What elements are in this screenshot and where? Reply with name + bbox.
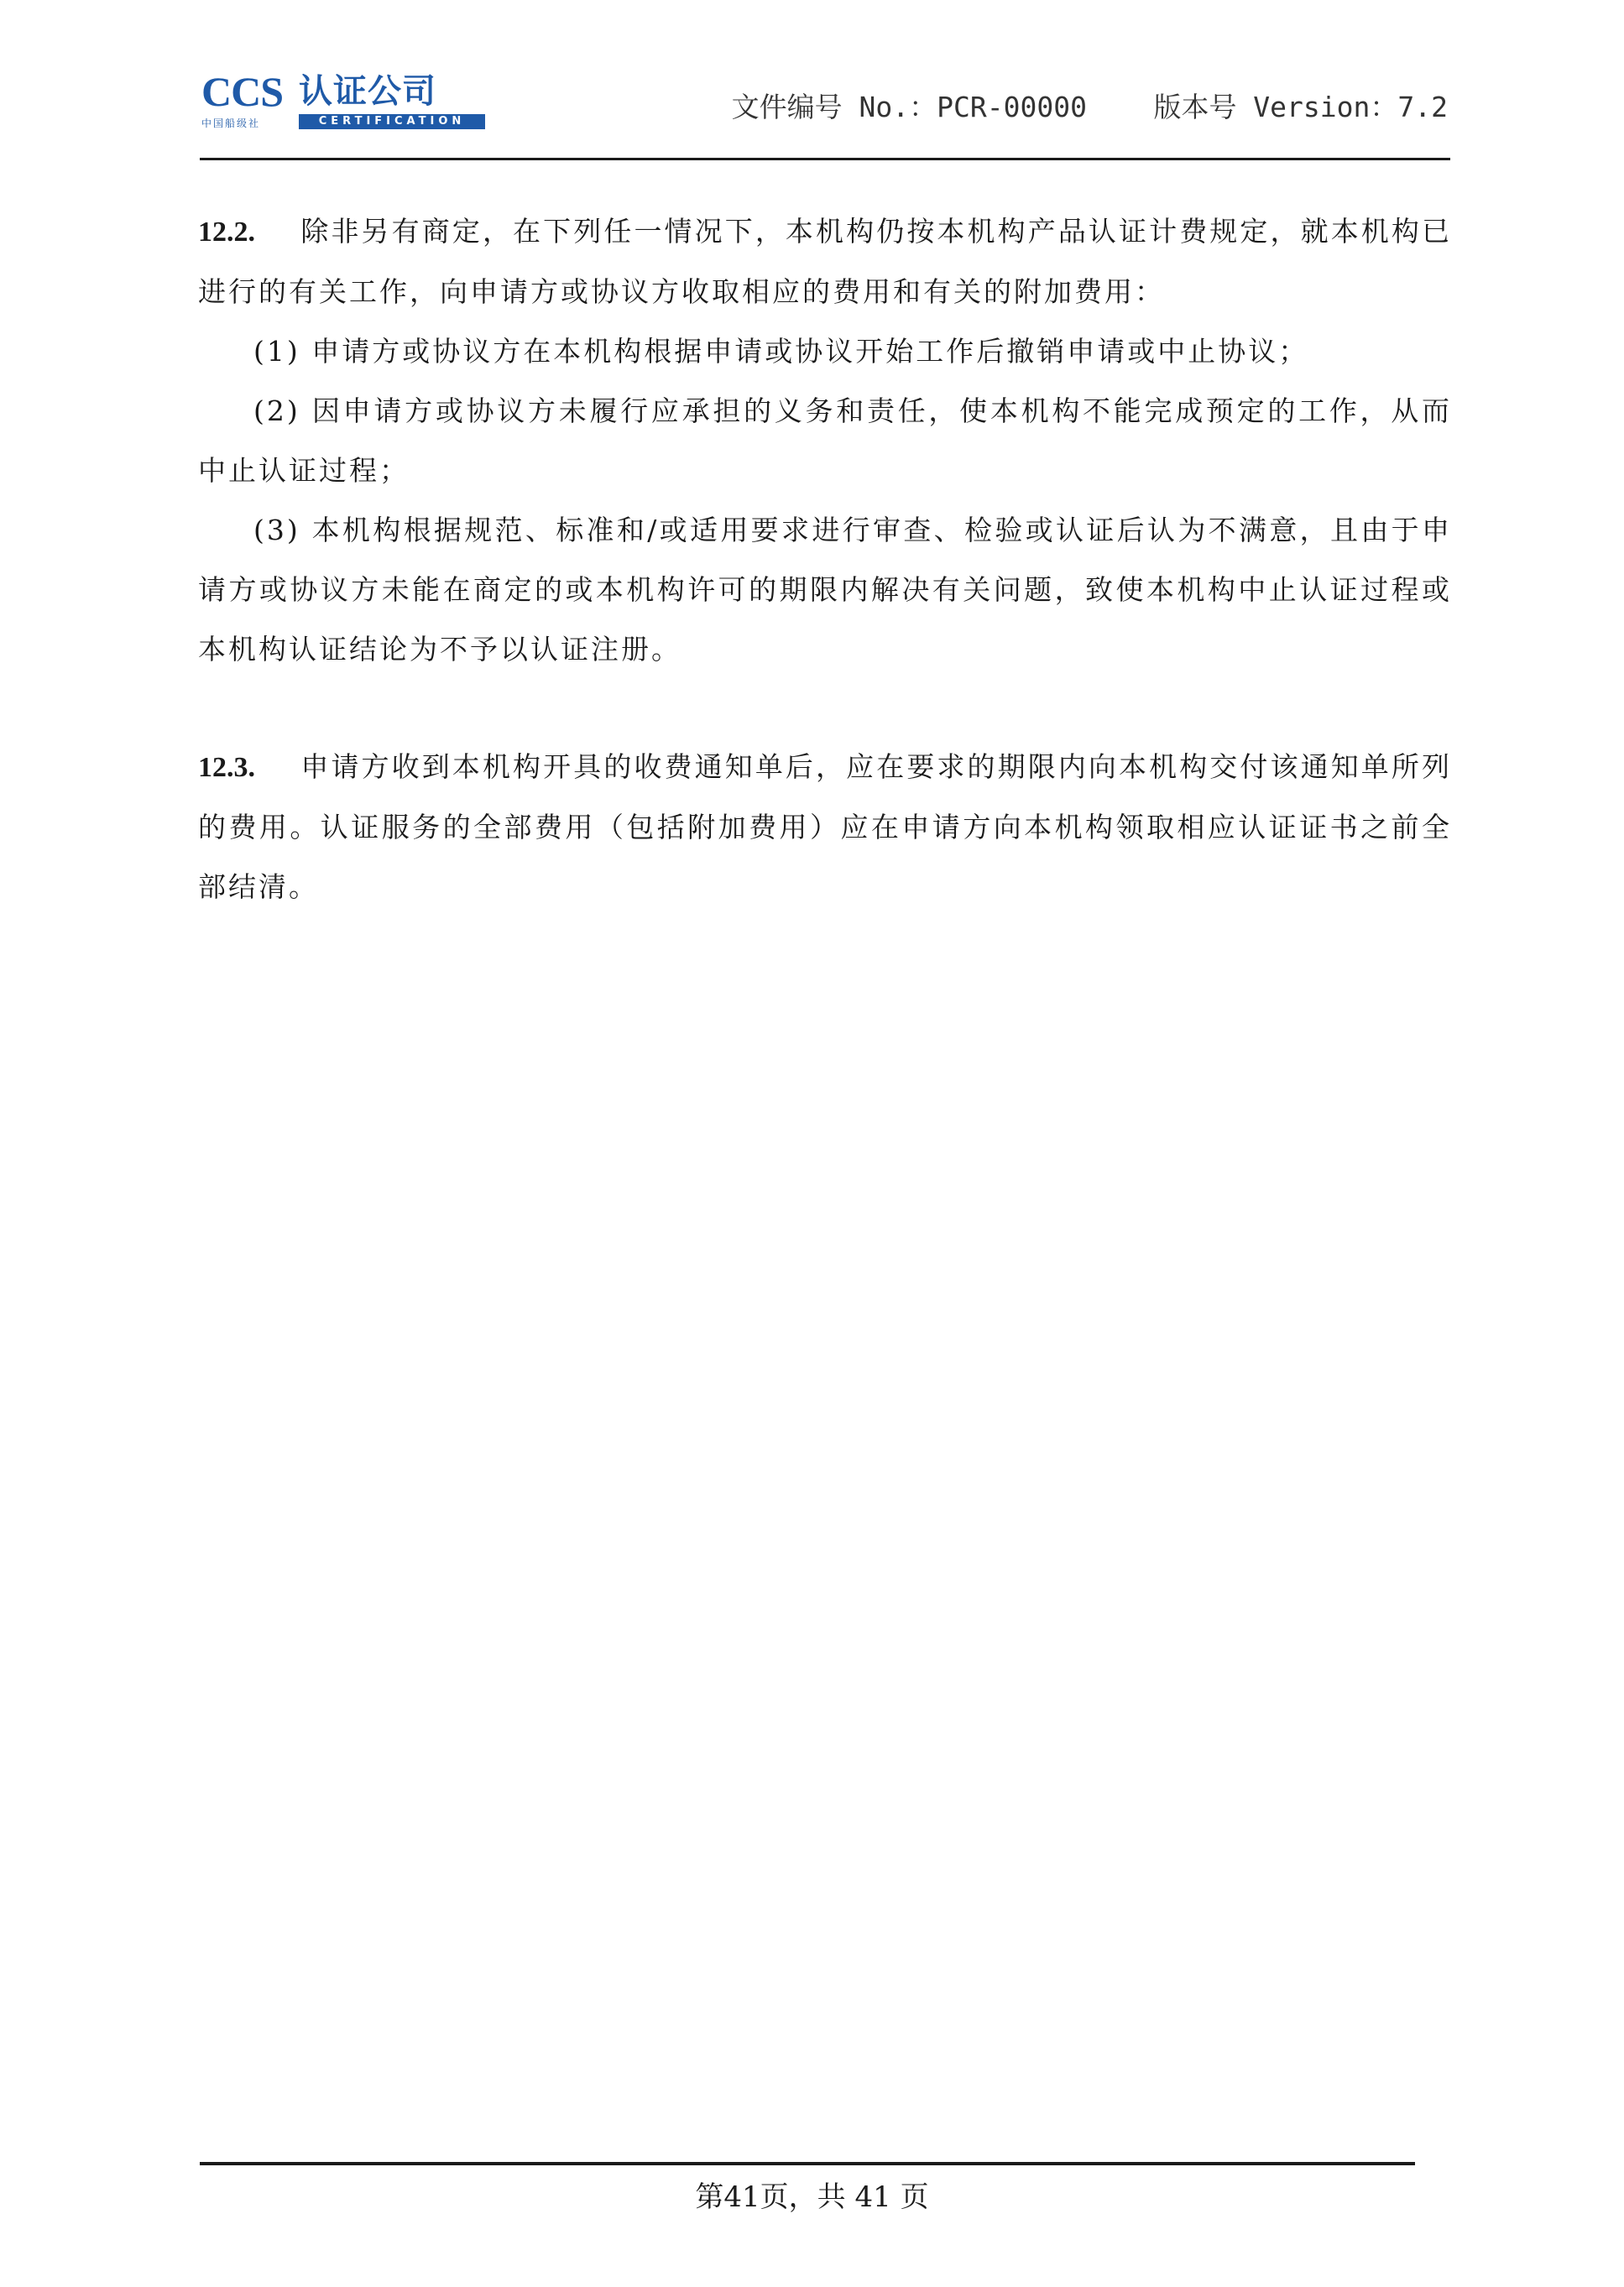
doc-number-value: PCR-00000 [937, 91, 1087, 123]
section-12-2 [198, 201, 1452, 679]
section-12-3 [198, 737, 1452, 916]
section-text: 除非另有商定，在下列任一情况下，本机构仍按本机构产品认证计费规定，就本机构已进行的有关工作，向申请方或协议方收取相应的费用和有关的附加费用： [198, 215, 1452, 308]
logo-company-name: 认证公司 [299, 72, 436, 111]
footer-rule [200, 2162, 1415, 2165]
logo-society-text: 中国船级社 [201, 117, 261, 129]
company-logo [201, 70, 495, 129]
page-number: 第41页，共 41 页 [695, 2180, 929, 2214]
list-item: (3) 本机构根据规范、标准和/或适用要求进行审查、检验或认证后认为不满意，且由于申请方或协议方未能在商定的或本机构许可的期限内解决有关问题，致使本机构中止认证过程或本机构认证结论为不予以认证注册。 [198, 514, 1452, 666]
section-12-3-body [198, 737, 1452, 916]
header-rule [200, 158, 1450, 160]
section-text: 申请方收到本机构开具的收费通知单后，应在要求的期限内向本机构交付该通知单所列的费用。认证服务的全部费用（包括附加费用）应在申请方向本机构领取相应认证证书之前全部结清。 [198, 750, 1452, 903]
list-item: (2) 因申请方或协议方未履行应承担的义务和责任，使本机构不能完成预定的工作，从而中止认证过程； [198, 394, 1452, 487]
logo-ccs-text: CCS [201, 68, 284, 115]
version-value: 7.2 [1397, 91, 1448, 123]
document-meta [732, 91, 1448, 124]
logo-certification-text: CERTIFICATION [318, 115, 466, 128]
list-item: (1) 申请方或协议方在本机构根据申请或协议开始工作后撤销申请或中止协议； [253, 335, 1309, 368]
section-number: 12.2. [198, 217, 255, 248]
section-number: 12.3. [198, 752, 255, 783]
doc-number-label: 文件编号 No.： [731, 91, 937, 123]
version-label: 版本号 Version： [1153, 91, 1398, 123]
section-12-2-intro [198, 201, 1452, 321]
